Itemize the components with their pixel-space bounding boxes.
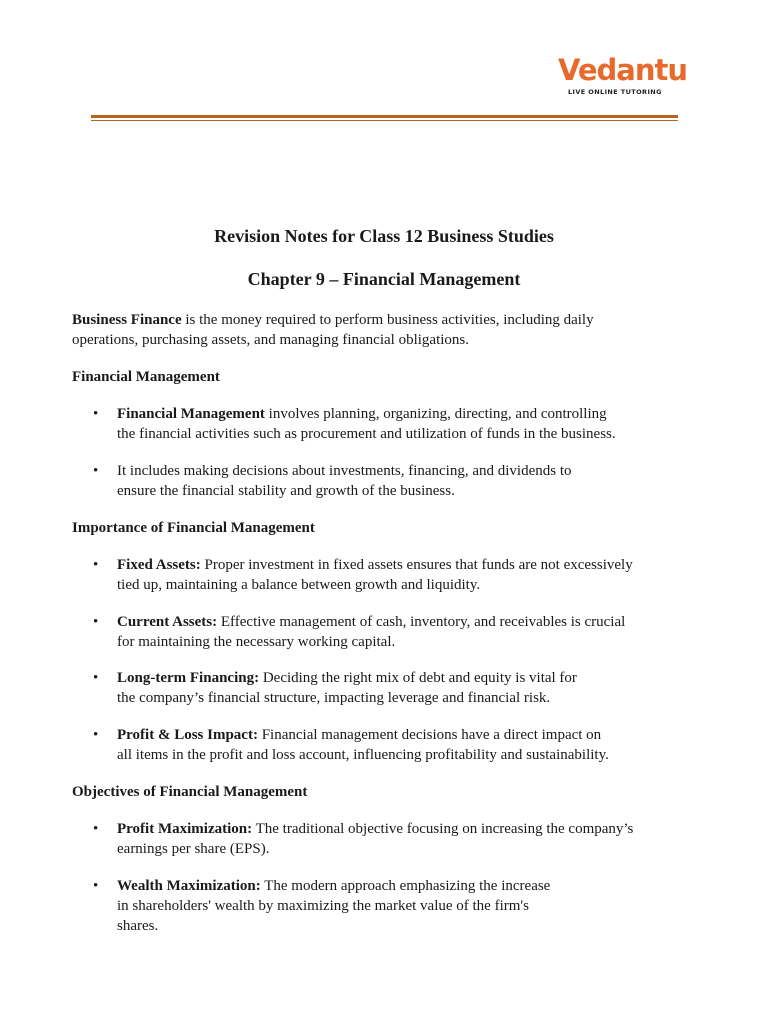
item-line-2: in shareholders' wealth by maximizing the market value of the firm's [117,898,529,914]
item-line-3: shares. [117,918,159,934]
list-item [117,612,697,652]
bullet-dot: • [93,557,99,573]
item-line-1: The modern approach emphasizing the increase [260,878,551,894]
intro-paragraph [72,310,692,350]
header-rule-thin [91,120,678,121]
list-item [117,725,697,765]
list-item [117,819,697,859]
chapter-title: Chapter 9 – Financial Management [247,269,521,289]
list-item [117,876,697,936]
bullet-dot: • [93,463,99,479]
bullet-dot: • [93,878,99,894]
item-line-1: involves planning, organizing, directing, and controlling [264,406,607,422]
item-line-1: Proper investment in fixed assets ensures that funds are not excessively [200,557,633,573]
intro-line-2: operations, purchasing assets, and managing financial obligations. [72,332,469,348]
heading-importance: Importance of Financial Management [72,520,315,536]
logo-wordmark: Vedantu [558,53,688,87]
bullet-dot: • [93,614,99,630]
item-line-2: earnings per share (EPS). [117,841,270,857]
bullet-dot: • [93,821,99,837]
intro-line-1: is the money required to perform business activities, including daily [181,312,594,328]
list-item [117,461,697,501]
bullet-dot: • [93,670,99,686]
item-line-2: the financial activities such as procurement and utilization of funds in the business. [117,426,616,442]
vedantu-logo [558,52,688,100]
item-term: Profit & Loss Impact: [117,727,258,743]
header-rule-thick [91,115,678,118]
item-line-1: It includes making decisions about investments, financing, and dividends to [117,463,572,479]
item-term: Profit Maximization: [117,821,253,837]
item-line-2: all items in the profit and loss account, influencing profitability and sustainability. [117,747,609,763]
item-line-1: The traditional objective focusing on increasing the company’s [252,821,634,837]
heading-objectives: Objectives of Financial Management [72,784,308,800]
item-line-1: Deciding the right mix of debt and equity is vital for [259,670,577,686]
item-term: Wealth Maximization: [117,878,261,894]
item-term: Financial Management [117,406,265,422]
list-item [117,668,697,708]
intro-term: Business Finance [72,312,182,328]
list-item [117,555,697,595]
list-item [117,404,697,444]
document-title: Revision Notes for Class 12 Business Studies [214,226,554,246]
item-line-2: for maintaining the necessary working capital. [117,634,396,650]
heading-financial-management: Financial Management [72,369,220,385]
item-term: Current Assets: [117,614,218,630]
item-term: Fixed Assets: [117,557,201,573]
item-term: Long-term Financing: [117,670,260,686]
logo-tagline: LIVE ONLINE TUTORING [568,88,662,96]
bullet-dot: • [93,406,99,422]
item-line-2: tied up, maintaining a balance between growth and liquidity. [117,577,481,593]
item-line-1: Effective management of cash, inventory, and receivables is crucial [217,614,626,630]
item-line-1: Financial management decisions have a direct impact on [257,727,602,743]
item-line-2: the company’s financial structure, impacting leverage and financial risk. [117,690,551,706]
bullet-dot: • [93,727,99,743]
item-line-2: ensure the financial stability and growth of the business. [117,483,455,499]
